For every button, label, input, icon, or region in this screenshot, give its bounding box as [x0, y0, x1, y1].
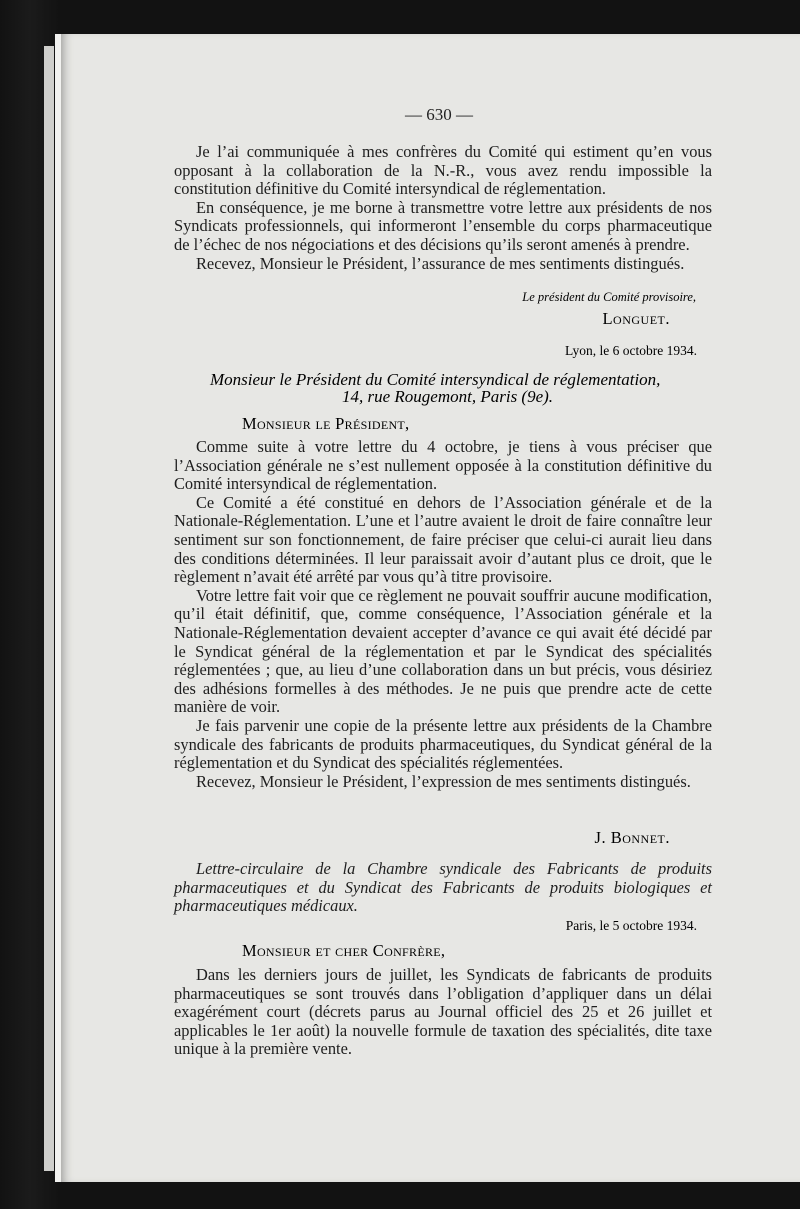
page-edge [44, 46, 54, 1171]
paragraph: Je l’ai communiquée à mes confrères du Comité qui estiment qu’en vous opposant à la collaboration de la N.-R., vous avez rendu impossible la constitution définitive du Comité intersyndical de réglementation. [174, 142, 712, 199]
letter-date: Lyon, le 6 octobre 1934. [565, 343, 697, 358]
recipient-address-line1: Monsieur le Président du Comité intersyndical de réglementation, [210, 370, 661, 389]
signature-name: Longuet. [602, 309, 670, 328]
paragraph: Je fais parvenir une copie de la présente lettre aux présidents de la Chambre syndicale des fabricants de produits pharmaceutiques, du Syndicat général de la réglementation et du Syndicat des spécialités réglementées. [174, 715, 712, 773]
salutation: Monsieur le Président, [242, 414, 410, 433]
paragraph: Recevez, Monsieur le Président, l’assurance de mes sentiments distingués. [196, 253, 685, 273]
paragraph: Dans les derniers jours de juillet, les Syndicats de fabricants de produits pharmaceutiques se sont trouvés dans l’obligation d’appliquer dans un délai exagérément court (décrets parus au Journal officiel des 25 et 26 juillet et applicables le 1er août) la nouvelle formule de taxation des spécialités, dite taxe unique à la première vente. [174, 965, 712, 1059]
signature-title: Le président du Comité provisoire, [522, 290, 696, 304]
letter3-body [174, 966, 712, 1059]
page-number: — 630 — [405, 105, 473, 124]
circular-title: Lettre-circulaire de la Chambre syndicale des Fabricants de produits pharmaceutiques et du Syndicat des Fabricants de produits biologiques et pharmaceutiques médicaux. [174, 859, 712, 916]
recipient-address-line2: 14, rue Rougemont, Paris (9e). [342, 387, 554, 406]
paragraph: Recevez, Monsieur le Président, l’expression de mes sentiments distingués. [196, 771, 691, 791]
letter-date: Paris, le 5 octobre 1934. [565, 918, 697, 933]
signature-name: J. Bonnet. [594, 828, 670, 847]
letter1-body [174, 143, 712, 273]
paragraph: Votre lettre fait voir que ce règlement ne pouvait souffrir aucune modification, qu’il était définitif, que, comme conséquence, l’Association générale et la Nationale-Réglementation devaient accepter d’avance ce qui avait été décidé par le Syndicat général de la réglementation et par le Syndicat des spécialités réglementées ; que, au lieu d’une collaboration dans un but précis, vous désiriez des adhésions formelles à des méthodes. Je ne puis que prendre acte de cette manière de voir. [174, 585, 712, 717]
letter2-body [174, 438, 712, 791]
salutation: Monsieur et cher Confrère, [242, 941, 446, 960]
paragraph: En conséquence, je me borne à transmettre votre lettre aux présidents de nos Syndicats professionnels, qui informeront l’ensemble du corps pharmaceutique de l’échec de nos négociations et des décisions qu’ils seront amenés à prendre. [174, 197, 712, 254]
paragraph: Ce Comité a été constitué en dehors de l’Association générale et de la Nationale-Réglementation. L’une et l’autre avaient le droit de faire connaître leur sentiment sur son fonctionnement, de faire préciser que celui-ci aurait lieu dans des conditions déterminées. Il leur paraissait avoir d’autant plus ce droit, que le règlement n’avait été arrêté par vous qu’à titre provisoire. [174, 492, 712, 587]
paragraph: Comme suite à votre lettre du 4 octobre, je tiens à vous préciser que l’Association générale ne s’est nullement opposée à la constitution définitive du Comité intersyndical de réglementation. [174, 437, 712, 494]
